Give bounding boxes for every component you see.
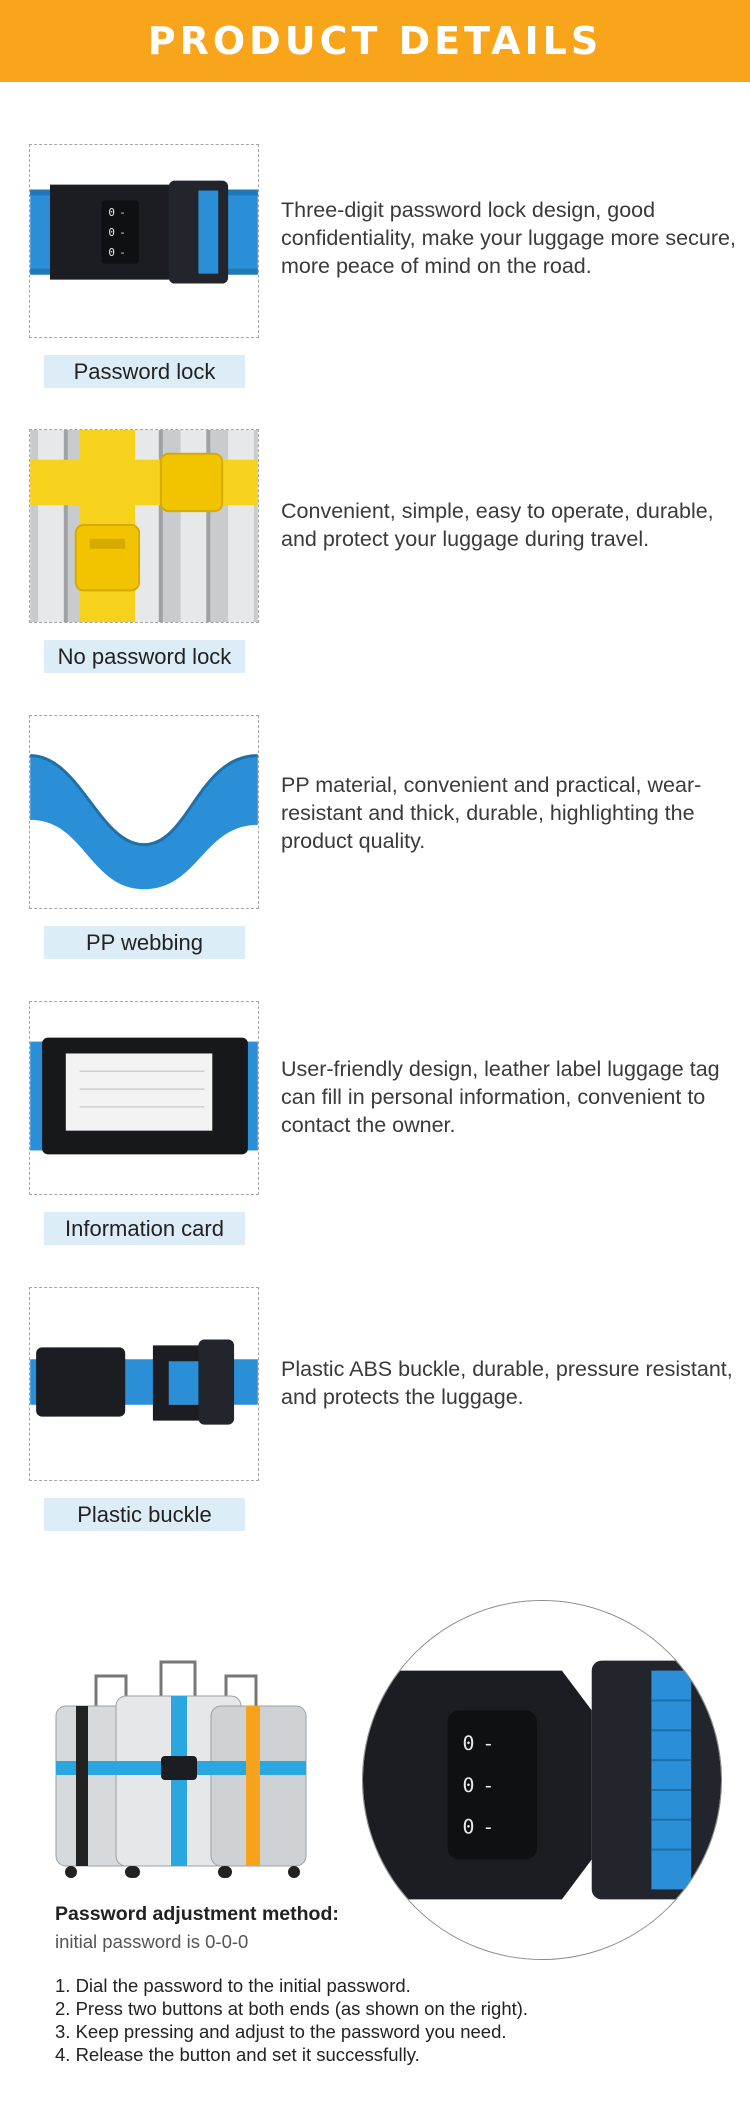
feature-description: PP material, convenient and practical, wear-resistant and thick, durable, highlighting the product quality. bbox=[281, 773, 702, 853]
lock-zoom-image bbox=[362, 1600, 722, 1960]
svg-text:0: 0 bbox=[108, 245, 115, 259]
information-card-image bbox=[29, 1001, 259, 1195]
password-lock-illustration bbox=[30, 145, 258, 337]
plastic-buckle-image bbox=[29, 1287, 259, 1481]
method-subtitle: initial password is 0-0-0 bbox=[55, 1931, 249, 1952]
feature-information-card bbox=[0, 1001, 750, 1261]
webbing-illustration bbox=[30, 716, 258, 908]
pp-webbing-image bbox=[29, 715, 259, 909]
password-method-section bbox=[0, 1590, 750, 2110]
feature-caption: Plastic buckle bbox=[44, 1498, 245, 1531]
buckle-illustration bbox=[30, 1288, 258, 1480]
luggage-tag-illustration bbox=[30, 1002, 258, 1194]
svg-text:-: - bbox=[482, 1732, 495, 1756]
feature-caption: Password lock bbox=[44, 355, 245, 388]
svg-text:0: 0 bbox=[108, 226, 115, 240]
page-title: PRODUCT DETAILS bbox=[147, 19, 603, 63]
svg-text:-: - bbox=[119, 226, 126, 240]
feature-password-lock bbox=[0, 144, 750, 404]
svg-text:-: - bbox=[482, 1815, 495, 1839]
svg-text:0: 0 bbox=[462, 1732, 475, 1756]
feature-description: Three-digit password lock design, good confidentiality, make your luggage more secure, more peace of mind on the road. bbox=[281, 198, 736, 278]
feature-no-password-lock bbox=[0, 429, 750, 689]
method-step: 3. Keep pressing and adjust to the password you need. bbox=[55, 2021, 507, 2042]
method-steps bbox=[55, 1974, 528, 2066]
feature-description: Convenient, simple, easy to operate, durable, and protect your luggage during travel. bbox=[281, 499, 714, 551]
svg-text:-: - bbox=[482, 1773, 495, 1797]
method-step: 2. Press two buttons at both ends (as shown on the right). bbox=[55, 1998, 529, 2019]
no-password-lock-image bbox=[29, 429, 259, 623]
luggage-image bbox=[46, 1636, 316, 1906]
feature-description: User-friendly design, leather label luggage tag can fill in personal information, convenient to contact the owner. bbox=[281, 1057, 720, 1137]
method-step: 4. Release the button and set it successfully. bbox=[55, 2044, 420, 2065]
svg-text:0: 0 bbox=[462, 1815, 475, 1839]
feature-plastic-buckle bbox=[0, 1287, 750, 1547]
feature-caption: PP webbing bbox=[44, 926, 245, 959]
lock-closeup-illustration bbox=[363, 1601, 721, 1959]
header-banner bbox=[0, 0, 750, 82]
feature-description: Plastic ABS buckle, durable, pressure resistant, and protects the luggage. bbox=[281, 1357, 733, 1409]
svg-text:-: - bbox=[119, 245, 126, 259]
luggage-illustration bbox=[46, 1636, 316, 1906]
svg-text:0: 0 bbox=[108, 206, 115, 220]
feature-caption: Information card bbox=[44, 1212, 245, 1245]
method-step: 1. Dial the password to the initial password. bbox=[55, 1975, 411, 1996]
feature-pp-webbing bbox=[0, 715, 750, 975]
yellow-strap-illustration bbox=[30, 430, 258, 622]
method-title: Password adjustment method: bbox=[55, 1903, 339, 1925]
feature-caption: No password lock bbox=[44, 640, 245, 673]
svg-text:0: 0 bbox=[462, 1773, 475, 1797]
svg-text:-: - bbox=[119, 206, 126, 220]
password-lock-image bbox=[29, 144, 259, 338]
